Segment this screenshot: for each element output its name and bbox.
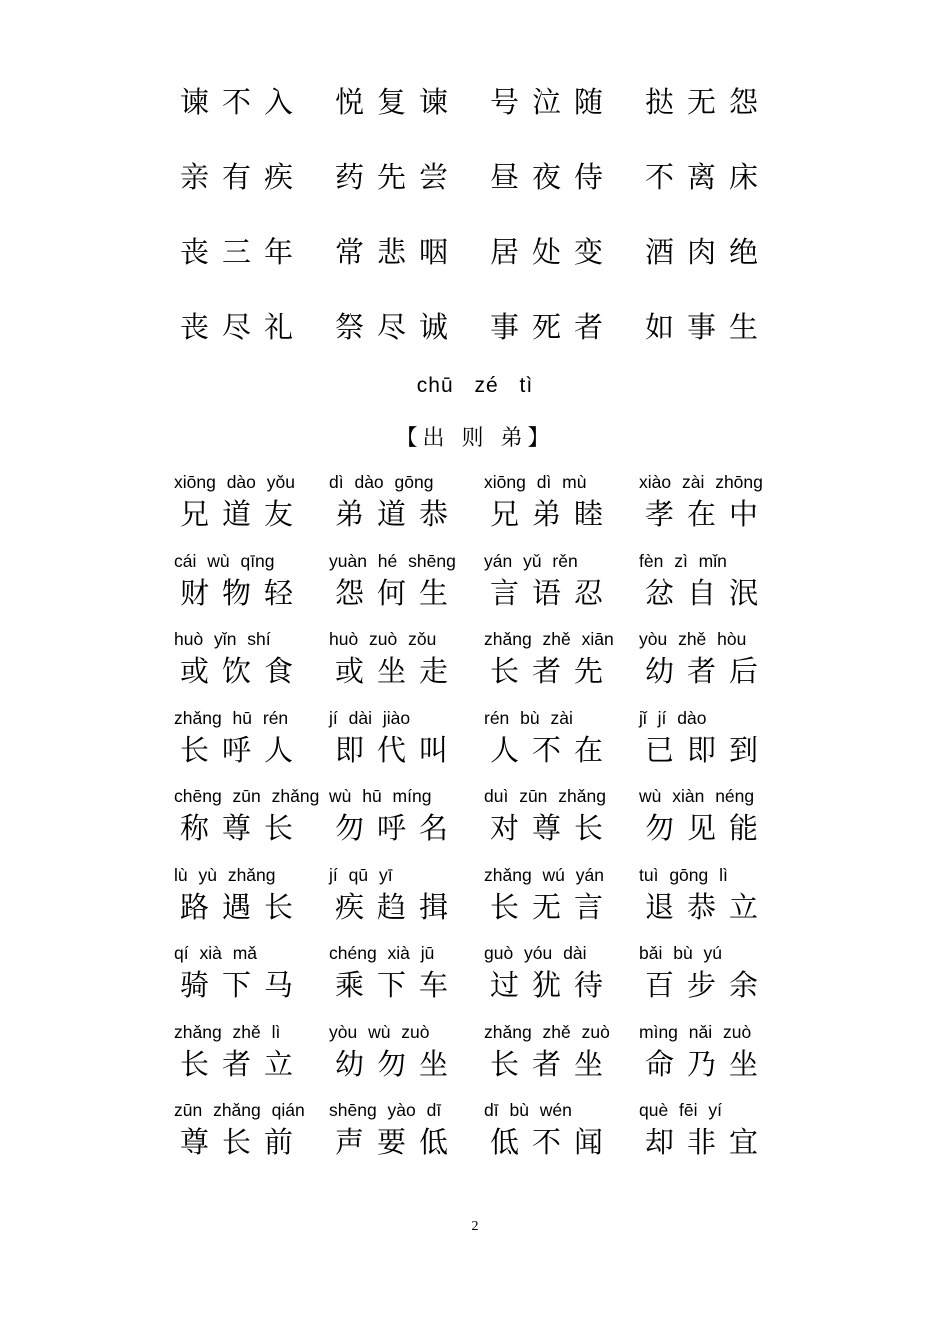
pinyin-phrase: chēng zūn zhǎng: [174, 786, 320, 806]
verse-row: [170, 786, 790, 865]
verse-row: [170, 472, 790, 551]
hanzi-phrase: 长者先: [490, 654, 617, 688]
verse-row: [170, 1022, 790, 1101]
pinyin-line: [170, 472, 790, 492]
pinyin-phrase: shēng yào dī: [329, 1100, 442, 1120]
pinyin-phrase: guò yóu dài: [484, 943, 587, 963]
hanzi-line: [170, 492, 790, 531]
hanzi-phrase: 言语忍: [490, 575, 617, 610]
verse-line: [170, 235, 790, 310]
hanzi-phrase: 亲有疾: [180, 160, 307, 194]
hanzi-line: [170, 571, 790, 610]
pinyin-phrase: yòu zhě hòu: [639, 629, 747, 649]
hanzi-phrase: 号泣随: [490, 85, 617, 119]
hanzi-phrase: 骑下马: [180, 968, 307, 1002]
hanzi-phrase: 孝在中: [645, 497, 772, 531]
hanzi-phrase: 百步余: [645, 968, 772, 1002]
hanzi-phrase: 对尊长: [490, 811, 617, 845]
hanzi-phrase: 勿见能: [645, 811, 772, 845]
hanzi-phrase: 药先尝: [335, 160, 462, 194]
pinyin-line: [170, 1100, 790, 1120]
pinyin-line: [170, 786, 790, 806]
verse-row: [170, 943, 790, 1022]
hanzi-phrase: 财物轻: [180, 575, 307, 610]
pinyin-phrase: fèn zì mǐn: [639, 550, 727, 571]
hanzi-phrase: 却非宜: [645, 1125, 772, 1159]
pinyin-phrase: lù yù zhǎng: [174, 864, 276, 885]
pinyin-phrase: què fēi yí: [639, 1100, 723, 1120]
pinyin-phrase: mìng nǎi zuò: [639, 1021, 752, 1042]
hanzi-phrase: 或饮食: [180, 654, 307, 688]
pinyin-phrase: dì dào gōng: [329, 472, 434, 492]
hanzi-phrase: 弟道恭: [335, 497, 462, 531]
hanzi-phrase: 已即到: [645, 732, 772, 767]
pinyin-phrase: dī bù wén: [484, 1100, 572, 1120]
hanzi-phrase: 谏不入: [180, 85, 307, 119]
pinyin-phrase: rén bù zài: [484, 707, 573, 728]
pinyin-line: [170, 943, 790, 963]
hanzi-phrase: 尊长前: [180, 1125, 307, 1159]
section-heading-title: 【出 则 弟】: [395, 426, 555, 451]
hanzi-phrase: 过犹待: [490, 968, 617, 1002]
hanzi-phrase: 兄道友: [180, 497, 307, 531]
hanzi-phrase: 勿呼名: [335, 811, 462, 845]
pinyin-phrase: duì zūn zhǎng: [484, 786, 606, 806]
pinyin-line: [170, 551, 790, 571]
verse-line: [170, 160, 790, 235]
hanzi-phrase: 退恭立: [645, 889, 772, 924]
pinyin-phrase: bǎi bù yú: [639, 943, 723, 963]
pinyin-phrase: jǐ jí dào: [639, 707, 707, 728]
hanzi-phrase: 丧三年: [180, 235, 307, 269]
verse-list: [170, 472, 790, 1179]
pinyin-phrase: wù xiàn néng: [639, 786, 755, 806]
hanzi-phrase: 居处变: [490, 235, 617, 269]
hanzi-line: [170, 963, 790, 1002]
pinyin-line: [170, 1022, 790, 1042]
hanzi-phrase: 命乃坐: [645, 1046, 772, 1081]
pinyin-line: [170, 865, 790, 885]
hanzi-phrase: 低不闻: [490, 1125, 617, 1159]
hanzi-phrase: 昼夜侍: [490, 160, 617, 194]
pinyin-phrase: yòu wù zuò: [329, 1021, 430, 1042]
pinyin-phrase: zhǎng zhě lì: [174, 1021, 281, 1042]
verse-row: [170, 1100, 790, 1179]
hanzi-line: [170, 806, 790, 845]
pinyin-phrase: zhǎng zhě zuò: [484, 1021, 610, 1042]
hanzi-phrase: 长无言: [490, 889, 617, 924]
hanzi-phrase: 祭尽诚: [335, 310, 462, 344]
top-verse-block: [170, 85, 790, 385]
hanzi-phrase: 忿自泯: [645, 575, 772, 610]
hanzi-line: [170, 1120, 790, 1159]
hanzi-line: [170, 649, 790, 688]
hanzi-phrase: 声要低: [335, 1125, 462, 1159]
hanzi-line: [170, 1042, 790, 1081]
pinyin-phrase: tuì gōng lì: [639, 864, 728, 885]
hanzi-phrase: 乘下车: [335, 968, 462, 1002]
pinyin-line: [170, 629, 790, 649]
hanzi-phrase: 怨何生: [335, 575, 462, 610]
page-number: 2: [471, 1219, 479, 1234]
hanzi-phrase: 长者立: [180, 1046, 307, 1081]
hanzi-phrase: 挞无怨: [645, 85, 772, 119]
pinyin-phrase: jí qū yī: [329, 864, 393, 885]
hanzi-phrase: 长呼人: [180, 732, 307, 767]
hanzi-phrase: 常悲咽: [335, 235, 462, 269]
hanzi-phrase: 不离床: [645, 160, 772, 194]
verse-line: [170, 85, 790, 160]
pinyin-phrase: zhǎng zhě xiān: [484, 629, 614, 649]
hanzi-phrase: 酒肉绝: [645, 235, 772, 269]
pinyin-phrase: zūn zhǎng qián: [174, 1100, 305, 1120]
hanzi-phrase: 即代叫: [335, 732, 462, 767]
hanzi-phrase: 兄弟睦: [490, 497, 617, 531]
pinyin-phrase: wù hū míng: [329, 786, 432, 806]
hanzi-phrase: 称尊长: [180, 811, 307, 845]
pinyin-line: [170, 708, 790, 728]
hanzi-phrase: 如事生: [645, 310, 772, 344]
pinyin-phrase: yuàn hé shēng: [329, 550, 456, 571]
pinyin-phrase: huò yǐn shí: [174, 629, 271, 649]
hanzi-phrase: 疾趋揖: [335, 889, 462, 924]
pinyin-phrase: xiào zài zhōng: [639, 472, 763, 492]
verse-row: [170, 865, 790, 944]
pinyin-phrase: xiōng dì mù: [484, 472, 587, 492]
hanzi-phrase: 路遇长: [180, 889, 307, 924]
hanzi-line: [170, 885, 790, 924]
pinyin-phrase: cái wù qīng: [174, 550, 275, 571]
verse-row: [170, 629, 790, 708]
pinyin-phrase: zhǎng hū rén: [174, 707, 289, 728]
pinyin-phrase: zhǎng wú yán: [484, 864, 604, 885]
pinyin-phrase: chéng xià jū: [329, 943, 435, 963]
hanzi-phrase: 长者坐: [490, 1046, 617, 1081]
hanzi-line: [170, 728, 790, 767]
hanzi-phrase: 丧尽礼: [180, 310, 307, 344]
hanzi-phrase: 人不在: [490, 732, 617, 767]
hanzi-phrase: 悦复谏: [335, 85, 462, 119]
hanzi-phrase: 或坐走: [335, 654, 462, 688]
pinyin-phrase: huò zuò zǒu: [329, 629, 437, 649]
hanzi-phrase: 幼者后: [645, 654, 772, 688]
pinyin-phrase: qí xià mǎ: [174, 943, 257, 963]
hanzi-phrase: 事死者: [490, 310, 617, 344]
pinyin-phrase: xiōng dào yǒu: [174, 472, 295, 492]
section-heading-pinyin: chū zé tì: [416, 374, 534, 397]
pinyin-phrase: yán yǔ rěn: [484, 550, 578, 571]
verse-row: [170, 708, 790, 787]
pinyin-phrase: jí dài jiào: [329, 707, 411, 728]
verse-row: [170, 551, 790, 630]
hanzi-phrase: 幼勿坐: [335, 1046, 462, 1081]
